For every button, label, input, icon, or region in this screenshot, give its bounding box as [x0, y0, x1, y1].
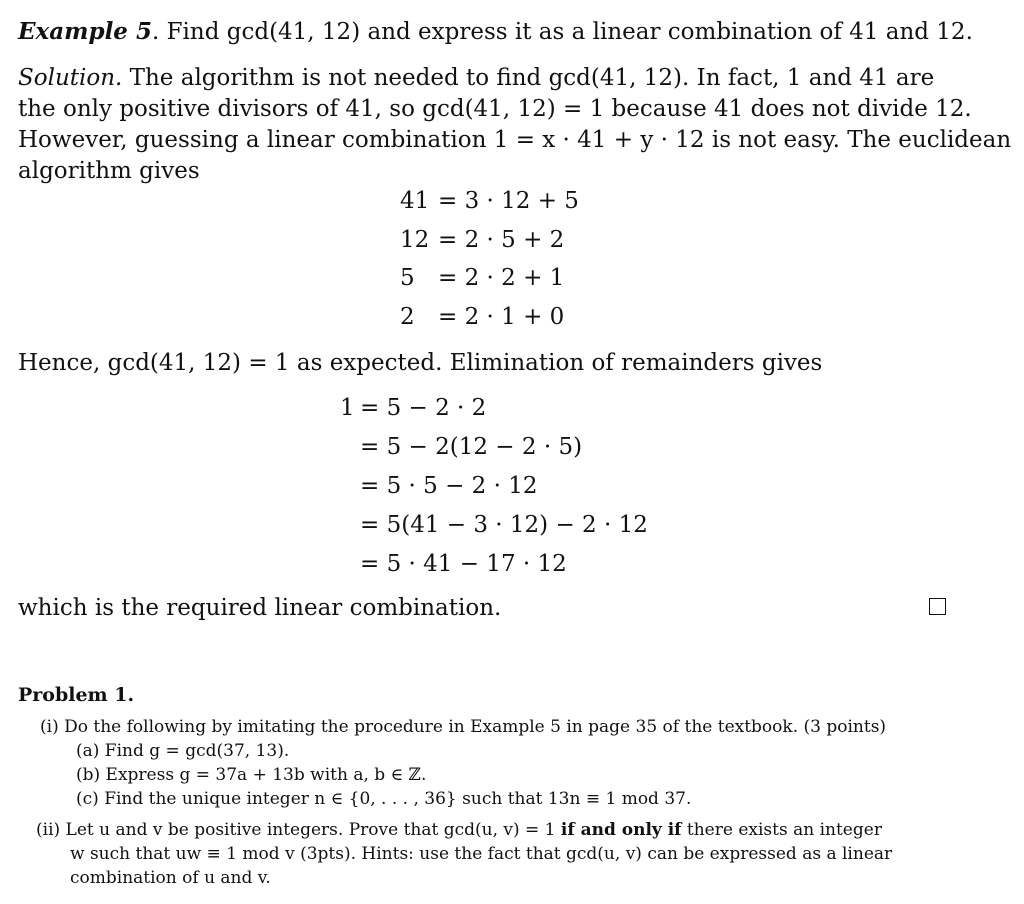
elim-rhs-4: = 5(41 − 3 · 12) − 2 · 12	[360, 512, 648, 538]
euclid-lhs-3: 5	[400, 265, 415, 291]
elim-lhs: 1	[340, 395, 355, 421]
part-ii-iff: if and only if	[560, 820, 682, 840]
example-label: Example 5	[18, 18, 152, 45]
hence-line: Hence, gcd(41, 12) = 1 as expected. Elimination of remainders gives	[18, 350, 823, 376]
problem-part-ii-line-2: w such that uw ≡ 1 mod v (3pts). Hints: use the fact that gcd(u, v) can be expressed as a linear	[70, 844, 893, 864]
problem-part-ii-line-1	[36, 818, 882, 842]
solution-line-1	[18, 64, 934, 92]
euclid-rhs-3: = 2 · 2 + 1	[438, 265, 565, 291]
euclid-lhs-1: 41	[400, 188, 430, 214]
problem-part-i: (i) Do the following by imitating the procedure in Example 5 in page 35 of the textbook. (3 points)	[40, 717, 887, 737]
elim-rhs-1: = 5 − 2 · 2	[360, 395, 487, 421]
elim-rhs-5: = 5 · 41 − 17 · 12	[360, 551, 567, 577]
problem-title: Problem 1.	[18, 684, 135, 706]
example-heading	[18, 18, 973, 46]
example-heading-text: . Find gcd(41, 12) and express it as a linear combination of 41 and 12.	[151, 19, 973, 45]
elim-rhs-2: = 5 − 2(12 − 2 · 5)	[360, 434, 583, 460]
solution-line-3: However, guessing a linear combination 1 = x · 41 + y · 12 is not easy. The euclidean	[18, 127, 1012, 153]
part-ii-text-end: there exists an integer	[681, 820, 882, 840]
solution-line-1-text: The algorithm is not needed to find gcd(41, 12). In fact, 1 and 41 are	[122, 65, 935, 91]
solution-line-4: algorithm gives	[18, 158, 200, 184]
euclid-lhs-2: 12	[400, 227, 430, 253]
euclid-lhs-4: 2	[400, 304, 415, 330]
part-ii-text-start: (ii) Let u and v be positive integers. Prove that gcd(u, v) = 1	[36, 820, 561, 840]
problem-part-i-c: (c) Find the unique integer n ∈ {0, . . . , 36} such that 13n ≡ 1 mod 37.	[76, 789, 692, 809]
problem-part-i-b: (b) Express g = 37a + 13b with a, b ∈ ℤ.	[76, 765, 427, 785]
closing-line: which is the required linear combination.	[18, 595, 502, 621]
euclid-rhs-2: = 2 · 5 + 2	[438, 227, 565, 253]
problem-part-i-a: (a) Find g = gcd(37, 13).	[76, 741, 290, 761]
solution-label: Solution.	[18, 65, 123, 91]
problem-part-ii-line-3: combination of u and v.	[70, 868, 271, 888]
euclid-rhs-4: = 2 · 1 + 0	[438, 304, 565, 330]
qed-box	[929, 598, 946, 615]
solution-line-2: the only positive divisors of 41, so gcd(41, 12) = 1 because 41 does not divide 12.	[18, 96, 972, 122]
euclid-rhs-1: = 3 · 12 + 5	[438, 188, 579, 214]
elim-rhs-3: = 5 · 5 − 2 · 12	[360, 473, 538, 499]
